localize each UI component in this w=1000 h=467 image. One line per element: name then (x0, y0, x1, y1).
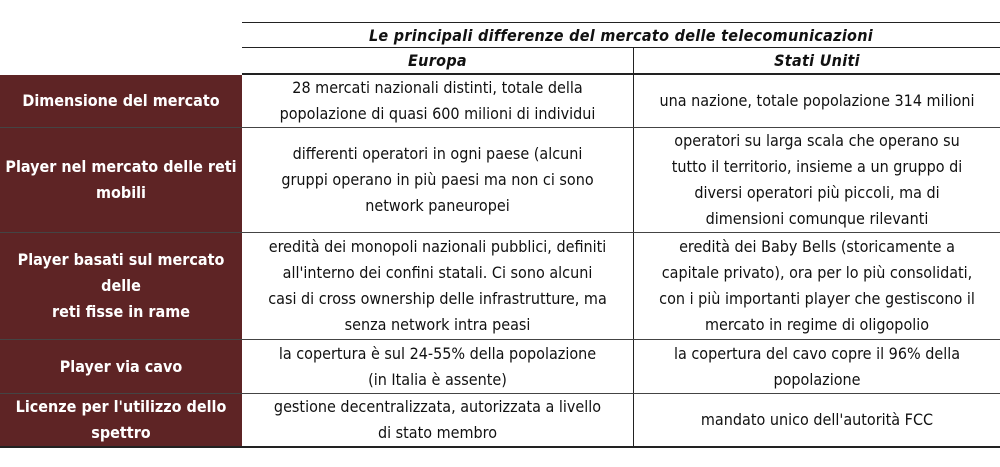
table-row (0, 75, 1000, 128)
column-header-row (242, 47, 1000, 75)
row-header: Player nel mercato delle reti mobili (0, 128, 242, 232)
row-header: Dimensione del mercato (0, 75, 242, 127)
cell-stati-uniti: operatori su larga scala che operano su tutto il territorio, insieme a un gruppo di diversi operatori più piccoli, ma di dimensioni comunque rilevanti (671, 131, 963, 228)
cell-stati-uniti: una nazione, totale popolazione 314 milioni (659, 91, 975, 110)
row-header: Licenze per l'utilizzo dello spettro (0, 394, 242, 446)
table-title: Le principali differenze del mercato delle telecomunicazioni (242, 22, 1000, 48)
cell-stati-uniti: mandato unico dell'autorità FCC (700, 410, 934, 429)
cell-europa: gestione decentralizzata, autorizzata a livello di stato membro (242, 394, 634, 446)
cell-europa: eredità dei monopoli nazionali pubblici, definiti all'interno dei confini statali. Ci sono alcuni casi di cross ownership delle infrastrutture, ma senza network intra peasi (242, 233, 634, 339)
cell-europa: 28 mercati nazionali distinti, totale della popolazione di quasi 600 milioni di individui (242, 75, 634, 127)
table-row (0, 128, 1000, 233)
cell-stati-uniti: la copertura del cavo copre il 96% della popolazione (673, 343, 961, 389)
table-row (0, 340, 1000, 394)
table-row (0, 233, 1000, 340)
column-header-stati-uniti: Stati Uniti (774, 50, 860, 70)
table-row (0, 394, 1000, 448)
column-header-europa: Europa (242, 47, 634, 73)
cell-europa: differenti operatori in ogni paese (alcuni gruppi operano in più paesi ma non ci sono network paneuropei (242, 128, 634, 232)
cell-europa: la copertura è sul 24-55% della popolazione (in Italia è assente) (242, 340, 634, 393)
row-header: Player via cavo (0, 340, 242, 393)
cell-stati-uniti: eredità dei Baby Bells (storicamente a capitale privato), ora per lo più consolidati, con i più importanti player che gestiscono il mercato in regime di oligopolio (659, 237, 975, 334)
row-header: Player basati sul mercato delle reti fisse in rame (0, 233, 242, 339)
